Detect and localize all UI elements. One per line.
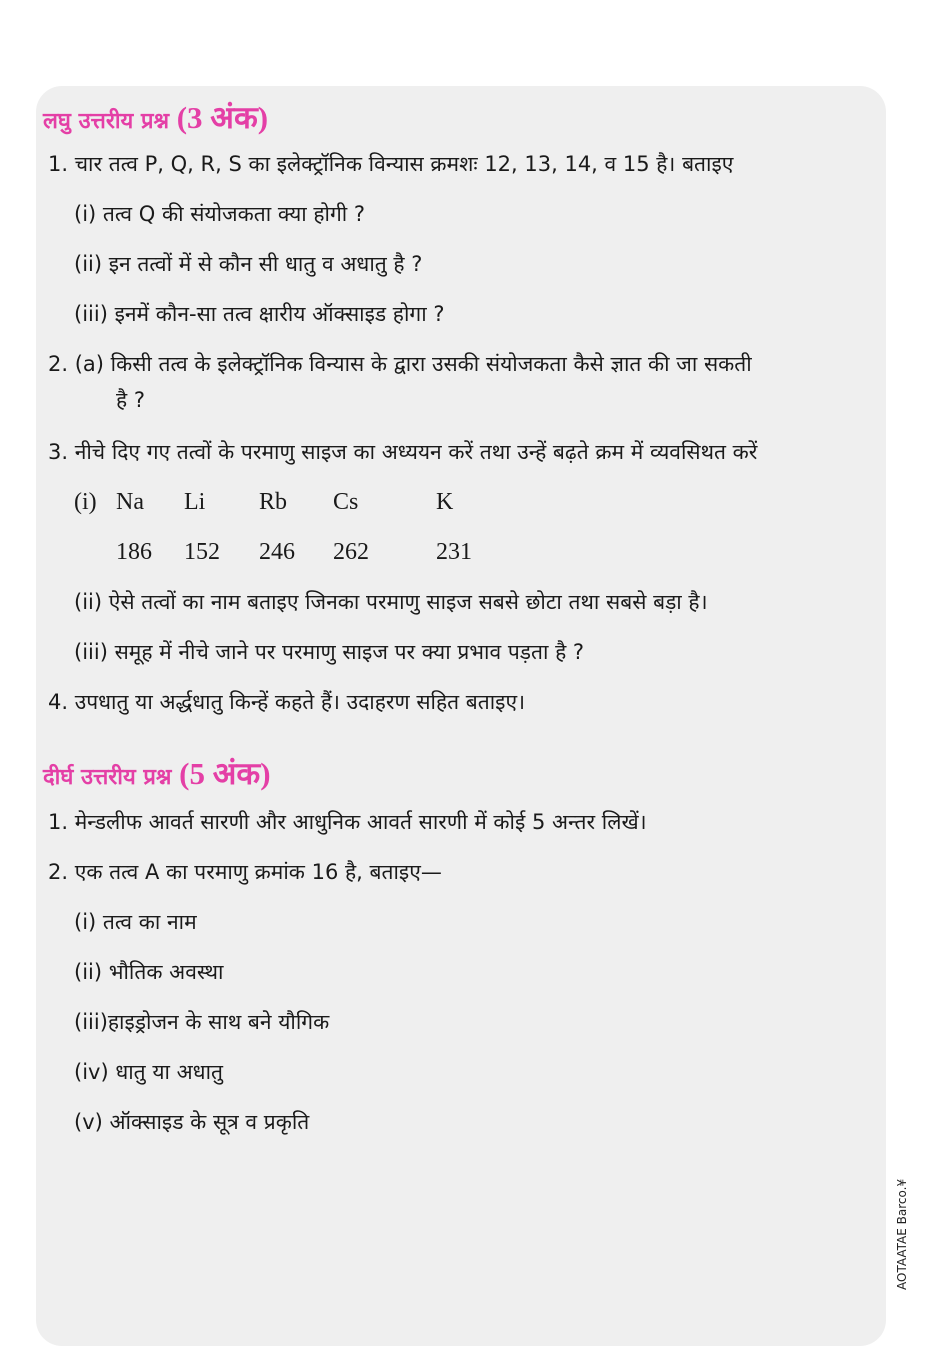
short-q3: 3. नीचे दिए गए तत्वों के परमाणु साइज का अध्ययन करें तथा उन्हें बढ़ते क्रम में व्यवसिथत करें [48, 440, 758, 464]
side-margin-text: AOTAATAE Barco.¥ [895, 1178, 909, 1290]
element-cell: Na [116, 489, 144, 515]
size-cell: 231 [436, 539, 472, 565]
size-cell: 186 [116, 539, 152, 565]
short-marks: (3 अंक) [176, 100, 269, 135]
short-q2-line1: 2. (a) किसी तत्व के इलेक्ट्रॉनिक विन्यास के द्वारा उसकी संयोजकता कैसे ज्ञात की जा सकती [48, 352, 752, 376]
long-q2-iv: (iv) धातु या अधातु [74, 1060, 223, 1084]
element-cell: Li [184, 489, 206, 515]
long-marks: (5 अंक) [179, 756, 271, 791]
long-q2-i: (i) तत्व का नाम [74, 910, 197, 934]
size-cell: 246 [259, 539, 295, 565]
long-q2-ii: (ii) भौतिक अवस्था [74, 960, 224, 984]
short-q3-ii: (ii) ऐसे तत्वों का नाम बताइए जिनका परमाणु साइज सबसे छोटा तथा सबसे बड़ा है। [74, 590, 708, 614]
long-q2-v: (v) ऑक्साइड के सूत्र व प्रकृति [74, 1110, 310, 1134]
short-q3-iii: (iii) समूह में नीचे जाने पर परमाणु साइज पर क्या प्रभाव पड़ता है ? [74, 640, 585, 664]
long-q2-iii: (iii)हाइड्रोजन के साथ बने यौगिक [74, 1010, 330, 1034]
long-q1: 1. मेन्डलीफ आवर्त सारणी और आधुनिक आवर्त सारणी में कोई 5 अन्तर लिखें। [48, 810, 647, 834]
element-cell: Rb [259, 489, 288, 515]
long-q2: 2. एक तत्व A का परमाणु क्रमांक 16 है, बताइए— [48, 860, 442, 884]
short-q1-iii: (iii) इनमें कौन-सा तत्व क्षारीय ऑक्साइड होगा ? [74, 302, 445, 326]
short-q1-ii: (ii) इन तत्वों में से कौन सी धातु व अधातु है ? [74, 252, 423, 276]
element-cell: Cs [333, 489, 359, 515]
element-cell: K [436, 489, 454, 515]
q3-i-label: (i) [74, 489, 97, 515]
size-cell: 152 [184, 539, 220, 565]
long-answer-heading: दीर्घ उत्तरीय प्रश्न (5 अंक) [43, 756, 271, 791]
size-cell: 262 [333, 539, 369, 565]
short-answer-heading: लघु उत्तरीय प्रश्न (3 अंक) [43, 100, 269, 135]
short-q2-line2: है ? [116, 388, 145, 412]
short-q4: 4. उपधातु या अर्द्धधातु किन्हें कहते हैं। उदाहरण सहित बताइए। [48, 690, 526, 714]
short-q1: 1. चार तत्व P, Q, R, S का इलेक्ट्रॉनिक विन्यास क्रमशः 12, 13, 14, व 15 है। बताइए [48, 152, 734, 176]
short-q1-i: (i) तत्व Q की संयोजकता क्या होगी ? [74, 202, 366, 226]
